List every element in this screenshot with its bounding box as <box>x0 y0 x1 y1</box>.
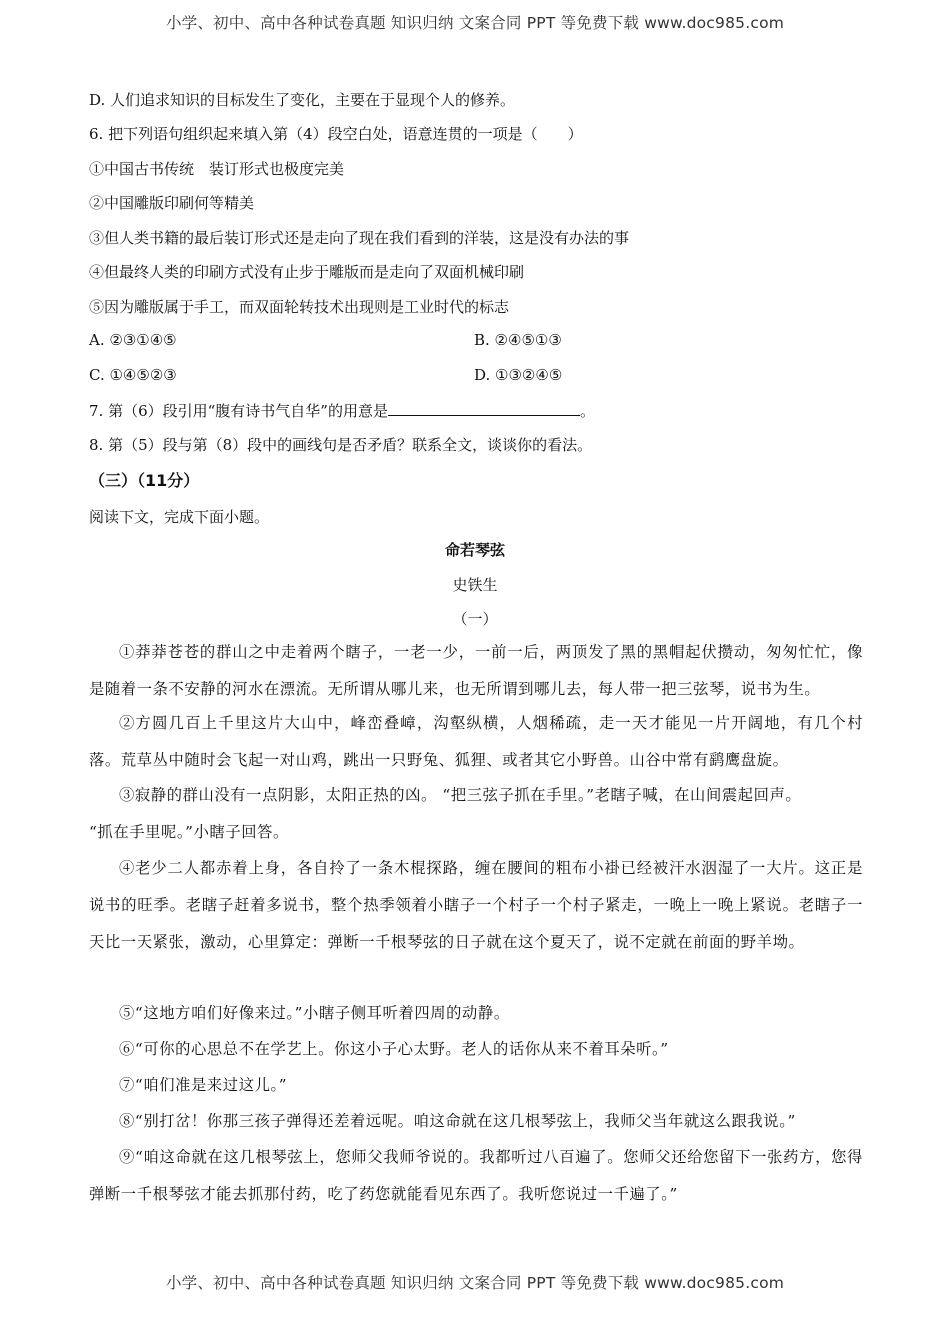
q6-option-a: A. ②③①④⑤ <box>89 331 177 349</box>
section-3-heading: （三）（11分） <box>89 471 200 490</box>
article-author: 史铁生 <box>452 576 498 594</box>
section-3-instruction: 阅读下文，完成下面小题。 <box>89 508 270 526</box>
q6-option-c: C. ①④⑤②③ <box>89 366 177 384</box>
q7-stem: 7. 第（6）段引用“腹有诗书气自华”的用意是 <box>89 402 388 420</box>
q5-option-d: D. 人们追求知识的目标发生了变化，主要在于显现个人的修养。 <box>89 91 516 109</box>
article-paragraph-5: ⑤“这地方咱们好像来过。”小瞎子侧耳听着四周的动静。 <box>119 1004 510 1022</box>
q6-option-b: B. ②④⑤①③ <box>474 331 562 349</box>
q7-line <box>89 400 595 421</box>
article-paragraph-1: ①莽莽苍苍的群山之中走着两个瞎子，一老一少，一前一后，两顶发了黑的黑帽起伏攒动，匆匆忙忙，像是随着一条不安静的河水在漂流。无所谓从哪儿来，也无所谓到哪儿去，每人带一把三弦琴，说书为生。 <box>89 643 863 698</box>
q6-option-d: D. ①③②④⑤ <box>474 366 563 384</box>
q6-item-3: ③但人类书籍的最后装订形式还是走向了现在我们看到的洋装，这是没有办法的事 <box>89 229 630 247</box>
article-paragraph-6: ⑥“可你的心思总不在学艺上。你这小子心太野。老人的话你从来不着耳朵听。” <box>119 1040 669 1058</box>
article-paragraph-9: ⑨“咱这命就在这几根琴弦上，您师父我师爷说的。我都听过八百遍了。您师父还给您留下一张药方，您得弹断一千根琴弦才能去抓那付药，吃了药您就能看见东西了。我听您说过一千遍了。” <box>89 1148 863 1203</box>
article-paragraph-3-reply: “抓在手里呢。”小瞎子回答。 <box>89 823 289 841</box>
article-part-label: （一） <box>452 610 498 628</box>
article-paragraph-2: ②方圆几百上千里这片大山中，峰峦叠嶂，沟壑纵横，人烟稀疏，走一天才能见一片开阔地，有几个村落。荒草丛中随时会飞起一对山鸡，跳出一只野兔、狐狸、或者其它小野兽。山谷中常有鹞鹰盘旋。 <box>89 714 863 769</box>
page-footer-banner: 小学、初中、高中各种试卷真题 知识归纳 文案合同 PPT 等免费下载 www.doc985.com <box>165 1274 785 1292</box>
q6-item-4: ④但最终人类的印刷方式没有止步于雕版而是走向了双面机械印刷 <box>89 263 525 281</box>
q7-answer-blank[interactable] <box>388 401 580 416</box>
q6-stem: 6. 把下列语句组织起来填入第（4）段空白处，语意连贯的一项是（ ） <box>89 125 583 143</box>
q6-item-1: ①中国古书传统 装订形式也极度完美 <box>89 160 345 178</box>
q6-item-5: ⑤因为雕版属于手工，而双面轮转技术出现则是工业时代的标志 <box>89 298 510 316</box>
q6-item-2: ②中国雕版印刷何等精美 <box>89 194 255 212</box>
q7-end: 。 <box>579 402 595 420</box>
article-paragraph-7: ⑦“咱们准是来过这儿。” <box>119 1076 288 1094</box>
article-paragraph-8: ⑧“别打岔！你那三孩子弹得还差着远呢。咱这命就在这几根琴弦上，我师父当年就这么跟我说。” <box>119 1112 796 1130</box>
page-header-banner: 小学、初中、高中各种试卷真题 知识归纳 文案合同 PPT 等免费下载 www.doc985.com <box>165 14 785 32</box>
q8-stem: 8. 第（5）段与第（8）段中的画线句是否矛盾？联系全文，谈谈你的看法。 <box>89 436 593 454</box>
article-paragraph-3: ③寂静的群山没有一点阴影，太阳正热的凶。 “把三弦子抓在手里。”老瞎子喊，在山间震起回声。 <box>119 786 802 804</box>
article-title: 命若琴弦 <box>444 541 505 559</box>
article-paragraph-4: ④老少二人都赤着上身，各自拎了一条木棍探路，缠在腰间的粗布小褂已经被汗水洇湿了一大片。这正是说书的旺季。老瞎子赶着多说书，整个热季领着小瞎子一个村子一个村子紧走，一晚上一晚上紧说。老瞎子一天比一天紧张，激动，心里算定：弹断一千根琴弦的日子就在这个夏天了，说不定就在前面的野羊坳。 <box>89 859 863 951</box>
